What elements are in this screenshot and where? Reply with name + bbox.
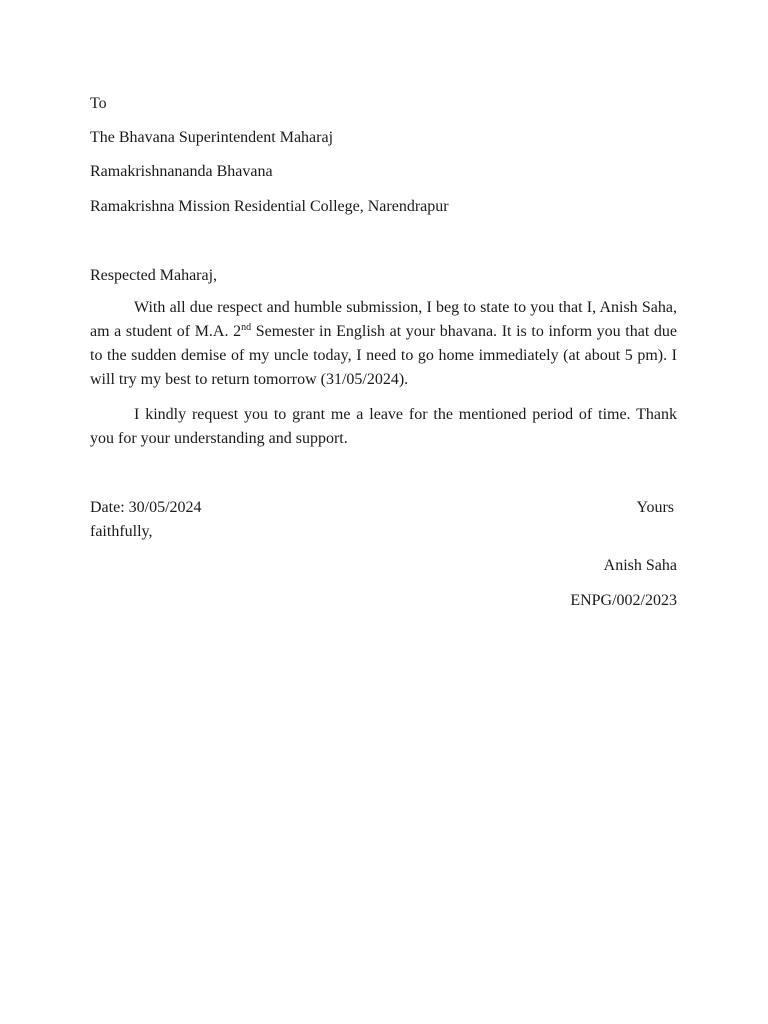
body-paragraph-2 bbox=[90, 403, 677, 451]
greeting: Respected Maharaj, bbox=[90, 267, 218, 284]
body-paragraph-1 bbox=[90, 296, 677, 392]
closing-faithfully: faithfully, bbox=[90, 523, 153, 540]
ordinal-suffix: nd bbox=[241, 322, 252, 333]
sender-name: Anish Saha bbox=[603, 557, 677, 574]
body-paragraph-1-text-b: Semester in English at your bhavana. It is to inform you that due to the sudden demise of my uncle today, I need to go home immediately (at about 5 pm). I will try my best to return tomorrow (31/05/2024). bbox=[90, 323, 677, 388]
recipient-hostel: Ramakrishnananda Bhavana bbox=[90, 163, 273, 180]
salutation-to: To bbox=[90, 95, 107, 112]
date-line: Date: 30/05/2024 bbox=[90, 499, 202, 516]
recipient-title: The Bhavana Superintendent Maharaj bbox=[90, 129, 334, 146]
recipient-institution: Ramakrishna Mission Residential College, Narendrapur bbox=[90, 198, 449, 215]
closing-yours: Yours bbox=[636, 499, 674, 516]
body-paragraph-1-text-a: With all due respect and humble submission, I beg to state to you that I, Anish Saha, am a student of M.A. 2 bbox=[90, 299, 677, 340]
sender-id: ENPG/002/2023 bbox=[570, 592, 677, 609]
body-paragraph-2-text: I kindly request you to grant me a leave for the mentioned period of time. Thank you for your understanding and support. bbox=[90, 406, 677, 447]
